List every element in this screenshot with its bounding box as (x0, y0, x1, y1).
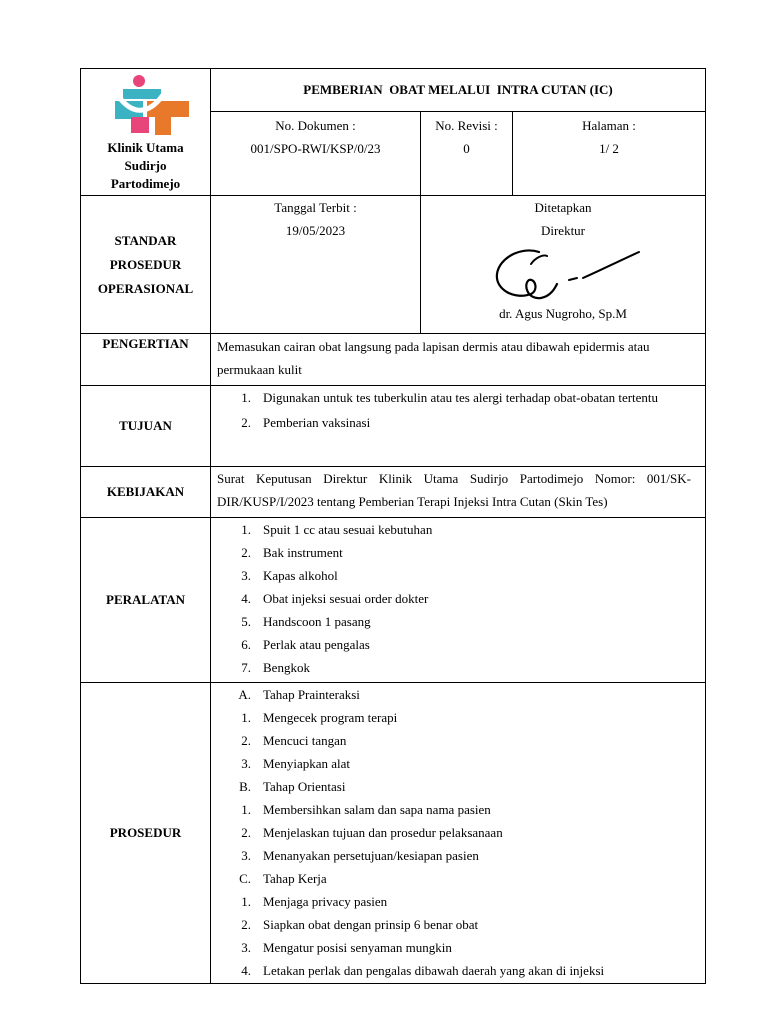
peralatan-label-cell (81, 518, 211, 683)
list-item (211, 913, 691, 936)
document-title: PEMBERIAN OBAT MELALUI INTRA CUTAN (IC) (303, 82, 613, 97)
item-text: Menanyakan persetujuan/kesiapan pasien (263, 848, 479, 863)
stage-list (211, 867, 705, 890)
list-item (211, 867, 691, 890)
item-text: Tahap Kerja (263, 871, 327, 886)
document-title-cell (211, 69, 706, 112)
tujuan-content-cell (211, 386, 706, 467)
sop-table (80, 68, 706, 984)
item-text: Menjaga privacy pasien (263, 894, 388, 909)
list-item (211, 610, 691, 633)
issue-date-value: 19/05/2023 (285, 223, 346, 238)
item-number: 5. (241, 614, 251, 629)
item-text: Bengkok (263, 660, 310, 675)
item-number: 2. (241, 917, 251, 932)
item-text: Mengatur posisi senyaman mungkin (263, 940, 452, 955)
list-item (211, 775, 691, 798)
item-number: 1. (241, 802, 251, 817)
sop-label-line: OPERASIONAL (97, 280, 194, 296)
sop-label-cell (81, 196, 211, 334)
pengertian-text: Memasukan cairan obat langsung pada lapisan dermis atau dibawah epidermis atau permukaan kulit (217, 339, 650, 377)
item-number: C. (239, 871, 251, 886)
list-item (211, 541, 691, 564)
item-number: 2. (241, 825, 251, 840)
approver-role: Direktur (540, 223, 586, 238)
peralatan-list (211, 518, 705, 679)
approval-cell (421, 196, 706, 334)
item-text: Membersihkan salam dan sapa nama pasien (263, 802, 491, 817)
issue-date-cell (211, 196, 421, 334)
kebijakan-label: KEBIJAKAN (106, 484, 185, 499)
item-number: 4. (241, 963, 251, 978)
kebijakan-label-cell (81, 467, 211, 518)
item-text: Menyiapkan alat (263, 756, 350, 771)
item-number: 3. (241, 756, 251, 771)
list-item (211, 936, 691, 959)
step-list (211, 706, 705, 775)
kebijakan-content-cell (211, 467, 706, 518)
approved-label: Ditetapkan (534, 200, 592, 215)
clinic-logo-icon (101, 73, 191, 135)
stage-list (211, 775, 705, 798)
doc-number-label: No. Dokumen : (275, 118, 356, 133)
doc-number-value: 001/SPO-RWI/KSP/0/23 (250, 141, 381, 156)
prosedur-list (211, 683, 705, 982)
sop-label-line: STANDAR (114, 232, 177, 248)
step-list (211, 890, 705, 982)
item-text: Mengecek program terapi (263, 710, 398, 725)
item-number: 1. (241, 390, 251, 405)
item-text: Handscoon 1 pasang (263, 614, 371, 629)
issue-date-label: Tanggal Terbit : (274, 200, 357, 215)
clinic-name-line: Klinik Utama (107, 140, 184, 155)
item-text: Kapas alkohol (263, 568, 338, 583)
item-text: Digunakan untuk tes tuberkulin atau tes alergi terhadap obat-obatan tertentu (263, 390, 659, 405)
item-number: A. (238, 687, 251, 702)
sop-label-line: PROSEDUR (109, 256, 182, 272)
item-text: Bak instrument (263, 545, 343, 560)
clinic-name-line: Partodimejo (110, 176, 181, 191)
item-number: 4. (241, 591, 251, 606)
list-item (211, 587, 691, 610)
list-item (211, 890, 691, 913)
signature-icon (491, 244, 651, 306)
page-number-cell (513, 112, 706, 196)
list-item (211, 752, 691, 775)
list-item (211, 683, 691, 706)
item-text: Siapkan obat dengan prinsip 6 benar obat (263, 917, 479, 932)
item-text: Pemberian vaksinasi (263, 415, 371, 430)
peralatan-content-cell (211, 518, 706, 683)
list-item (211, 656, 691, 679)
item-text: Obat injeksi sesuai order dokter (263, 591, 429, 606)
pengertian-label-cell (81, 334, 211, 386)
revision-label: No. Revisi : (435, 118, 498, 133)
peralatan-label: PERALATAN (106, 592, 185, 607)
item-number: 3. (241, 940, 251, 955)
list-item (211, 633, 691, 656)
item-text: Perlak atau pengalas (263, 637, 370, 652)
revision-value: 0 (463, 141, 470, 156)
list-item (211, 798, 691, 821)
tujuan-list (211, 386, 705, 434)
list-item (211, 729, 691, 752)
item-text: Menjelaskan tujuan dan prosedur pelaksanaan (263, 825, 503, 840)
list-item (211, 821, 691, 844)
item-number: 1. (241, 522, 251, 537)
item-text: Tahap Orientasi (263, 779, 346, 794)
approver-name: dr. Agus Nugroho, Sp.M (499, 306, 627, 321)
list-item (211, 959, 691, 982)
tujuan-label-cell (81, 386, 211, 467)
pengertian-label: PENGERTIAN (102, 336, 189, 351)
page-label: Halaman : (582, 118, 636, 133)
prosedur-content-cell (211, 683, 706, 984)
item-number: 1. (241, 894, 251, 909)
list-item (211, 518, 691, 541)
item-number: B. (239, 779, 251, 794)
clinic-logo-cell (81, 69, 211, 196)
item-number: 6. (241, 637, 251, 652)
item-text: Letakan perlak dan pengalas dibawah daerah yang akan di injeksi (263, 963, 605, 978)
pengertian-content-cell (211, 334, 706, 386)
list-item (211, 386, 691, 409)
step-list (211, 798, 705, 867)
item-text: Spuit 1 cc atau sesuai kebutuhan (263, 522, 433, 537)
item-number: 1. (241, 710, 251, 725)
item-number: 7. (241, 660, 251, 675)
prosedur-label: PROSEDUR (109, 825, 182, 840)
item-number: 2. (241, 733, 251, 748)
item-number: 2. (241, 545, 251, 560)
clinic-name-line: Sudirjo (124, 158, 167, 173)
item-text: Mencuci tangan (263, 733, 347, 748)
page-value: 1/ 2 (599, 141, 619, 156)
doc-number-cell (211, 112, 421, 196)
tujuan-label: TUJUAN (119, 418, 172, 433)
item-text: Tahap Prainteraksi (263, 687, 360, 702)
prosedur-label-cell (81, 683, 211, 984)
item-number: 3. (241, 848, 251, 863)
kebijakan-text: Surat Keputusan Direktur Klinik Utama Sudirjo Partodimejo Nomor: 001/SK-DIR/KUSP/I/2023 tentang Pemberian Terapi Injeksi Intra Cutan (Skin Tes) (217, 471, 691, 509)
list-item (211, 706, 691, 729)
stage-list (211, 683, 705, 706)
list-item (211, 844, 691, 867)
list-item (211, 411, 691, 434)
revision-cell (421, 112, 513, 196)
item-number: 3. (241, 568, 251, 583)
list-item (211, 564, 691, 587)
item-number: 2. (241, 415, 251, 430)
